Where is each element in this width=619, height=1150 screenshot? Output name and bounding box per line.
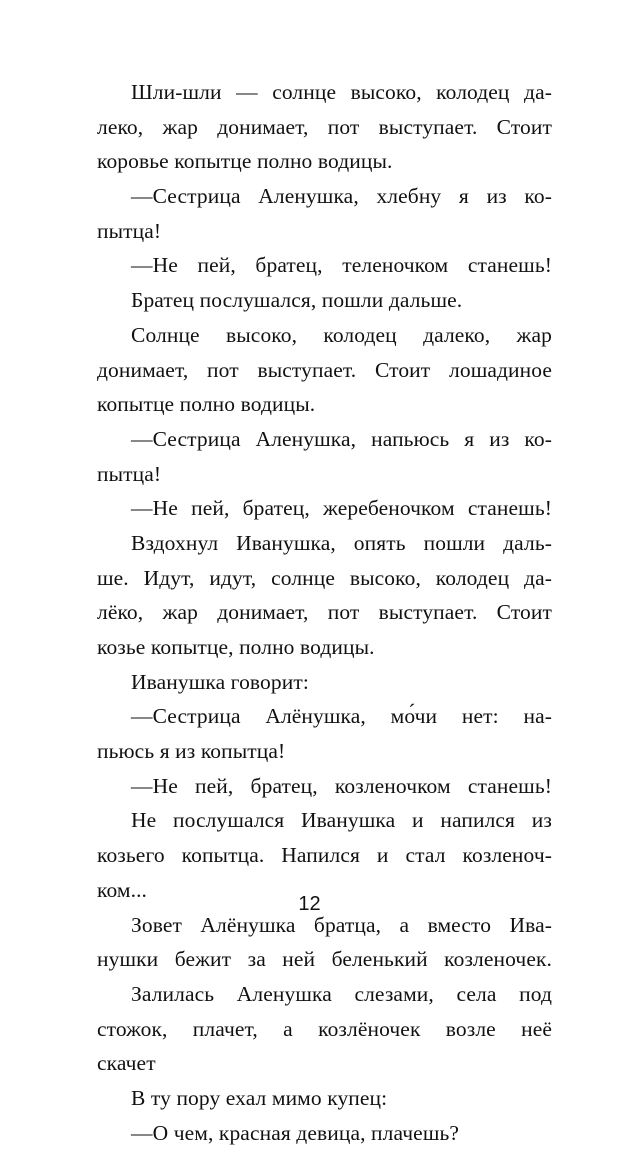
text-line: пытца!: [97, 218, 162, 243]
text-line: козье копытце, полно водицы.: [97, 635, 375, 659]
text-line: Вздохнул Иванушка, опять пошли даль-: [131, 530, 552, 555]
page-number: 12: [298, 893, 321, 915]
body-text: [97, 75, 552, 1150]
text-line: Зовет Алёнушка братца, а вместо Ива-: [131, 912, 552, 937]
text-line: копытце полно водицы.: [97, 392, 316, 417]
text-line: ше. Идут, идут, солнце высоко, колодец да-: [97, 565, 552, 590]
text-line: —Сестрица Аленушка, хлебну я из ко-: [131, 184, 552, 209]
text-line: лёко, жар донимает, пот выступает. Стоит: [97, 600, 552, 625]
text-line: —Сестрица Аленушка, напьюсь я из ко-: [131, 426, 552, 451]
text-line: ком...: [97, 877, 148, 902]
text-line: скачет: [97, 1051, 156, 1076]
text-line: В ту пору ехал мимо купец:: [131, 1085, 388, 1110]
text-line: Братец послушался, пошли дальше.: [131, 288, 463, 313]
text-line: —Не пей, братец, козленочком станешь!: [131, 773, 552, 798]
text-line: —Сестрица Алёнушка, мо́чи нет: на-: [131, 704, 552, 729]
text-line: пьюсь я из копытца!: [97, 739, 286, 764]
text-line: Не послушался Иванушка и напился из: [131, 808, 552, 833]
text-line: пытца!: [97, 461, 162, 486]
text-line: Шли-шли — солнце высоко, колодец да-: [131, 80, 552, 104]
text-line: Залилась Аленушка слезами, села под: [131, 981, 552, 1006]
text-line: козьего копытца. Напился и стал козленоч-: [97, 843, 552, 868]
text-line: леко, жар донимает, пот выступает. Стоит: [97, 114, 552, 139]
text-line: Иванушка говорит:: [131, 669, 309, 694]
text-line: стожок, плачет, а козлёночек возле неё: [97, 1016, 552, 1041]
text-line: коровье копытце полно водицы.: [97, 149, 393, 174]
text-line: нушки бежит за ней беленький козленочек.: [97, 947, 552, 972]
text-line: —Не пей, братец, жеребеночком станешь!: [131, 496, 552, 521]
text-line: Солнце высоко, колодец далеко, жар: [131, 322, 552, 347]
text-line: донимает, пот выступает. Стоит лошадиное: [97, 357, 552, 382]
text-line: —О чем, красная девица, плачешь?: [131, 1120, 460, 1145]
text-line: —Не пей, братец, теленочком станешь!: [131, 253, 552, 278]
